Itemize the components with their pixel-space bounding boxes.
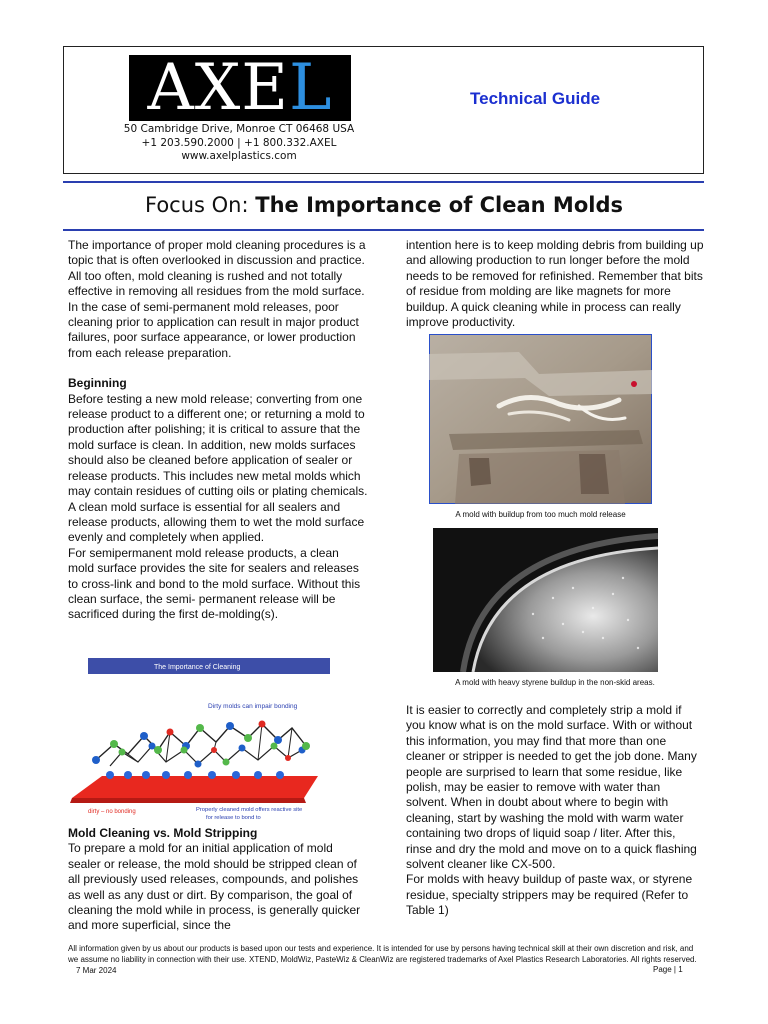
photo1-caption: A mold with buildup from too much mold release <box>455 510 626 519</box>
technical-guide-title: Technical Guide <box>470 89 601 108</box>
title-rule-top <box>63 181 704 183</box>
footer-disclaimer <box>68 943 702 976</box>
address-website: www.axelplastics.com <box>181 150 297 162</box>
title-rule-bottom <box>63 229 704 231</box>
left-column <box>68 238 368 623</box>
strip-paragraph-1: It is easier to correctly and completely strip a mold if you know what is on the mold surface. With or without this information, you may find that more than one cleaner or stripper is needed to get the job done. Many people are surprised to learn that some residue, like polish, may be easier to remove with water than solvent. When in doubt about where to begin with cleaning, start by washing the mold with warm water containing two drops of liquid soap / liter. After this, rinse and dry the mold and move on to a quick flashing solvent cleaner like CX-500. <box>406 703 697 872</box>
address-street: 50 Cambridge Drive, Monroe CT 06468 USA <box>123 123 355 135</box>
logo-text: AXE <box>147 51 289 125</box>
axel-logo <box>129 51 351 125</box>
right-column <box>406 238 704 330</box>
diagram-label-dirty-molds: Dirty molds can impair bonding <box>208 703 298 710</box>
page-title <box>0 193 768 217</box>
mold-photo-buildup <box>429 334 652 504</box>
title-main: The Importance of Clean Molds <box>255 193 623 217</box>
intro-paragraph: The importance of proper mold cleaning procedures is a topic that is often overlooked in discussion and practice. All too often, mold cleaning is rushed and not totally effective in removing all residues from the mold surface. In the case of semi-permanent mold releases, poor cleaning prior to application can result in major product failures, poor surface appearance, or lower production from each release preparation. <box>68 238 366 360</box>
logo-accent-letter: L <box>289 51 333 125</box>
mold-photo-styrene <box>433 528 658 672</box>
footer-date: 7 Mar 2024 <box>76 966 117 975</box>
stripping-heading: Mold Cleaning vs. Mold Stripping <box>68 826 258 840</box>
page-number: Page | 1 <box>653 965 683 974</box>
stripping-paragraph: To prepare a mold for an initial application of mold sealer or release, the mold should be stripped clean of all previously used releases, compounds, and polishes as well as any dust or dirt. By comparison, the goal of cleaning the mold while in process, is generally quicker and more superficial, since the <box>68 841 361 933</box>
footer-disclaimer-text: All information given by us about our products is based upon our tests and experience. It is intended for use by persons having technical skill at their own discretion and risk, and we assume no liability in connection with their use. XTEND, MoldWiz, PasteWiz & CleanWiz are registered trademarks of Axel Plastics Research Laboratories. All rights reserved. <box>68 944 697 964</box>
photo2-caption: A mold with heavy styrene buildup in the non-skid areas. <box>455 678 655 687</box>
diagram-label-dirty: dirty – no bonding <box>88 809 136 815</box>
address-phone: +1 203.590.2000 | +1 800.332.AXEL <box>141 136 337 149</box>
left-column-lower <box>68 826 368 934</box>
strip-paragraph-2: For molds with heavy buildup of paste wax, or styrene residue, specialty strippers may be required (Refer to Table 1) <box>406 872 693 918</box>
diagram-label-clean-1: Properly cleaned mold offers reactive site <box>196 807 303 813</box>
beginning-paragraph-1: Before testing a new mold release; converting from one release product to a different one; or returning a mold to production after polishing; it is critical to assure that the mold surface is clean. In addition, new molds surfaces should also be cleaned before application of sealer or release products. This includes new metal molds which may contain residues of cutting oils or plating chemicals. A clean mold surface is essential for all sealers and release products, allowing them to wet the mold surface evenly and completely when applied. <box>68 391 368 545</box>
diagram-banner: The Importance of Cleaning <box>154 664 241 671</box>
beginning-heading: Beginning <box>68 376 127 391</box>
beginning-paragraph-2: For semipermanent mold release products, a clean mold surface provides the site for sealers and releases to cross-link and bond to the mold surface. Without this clean surface, the semi- permanent release will be sacrificed during the first de-molding(s). <box>68 545 361 622</box>
continued-paragraph: intention here is to keep molding debris from building up and allowing production to run longer before the mold needs to be removed for refinished. Remember that bits of residue from molding are like magnets for more buildup. A quick cleaning while in process can really improve productivity. <box>406 238 704 330</box>
header-box <box>63 46 704 174</box>
title-prefix: Focus On: <box>145 193 249 217</box>
diagram-label-clean-2: for release to bond to <box>206 815 261 821</box>
cleaning-diagram <box>66 658 330 821</box>
right-column-lower <box>406 703 704 919</box>
company-address <box>94 123 384 164</box>
